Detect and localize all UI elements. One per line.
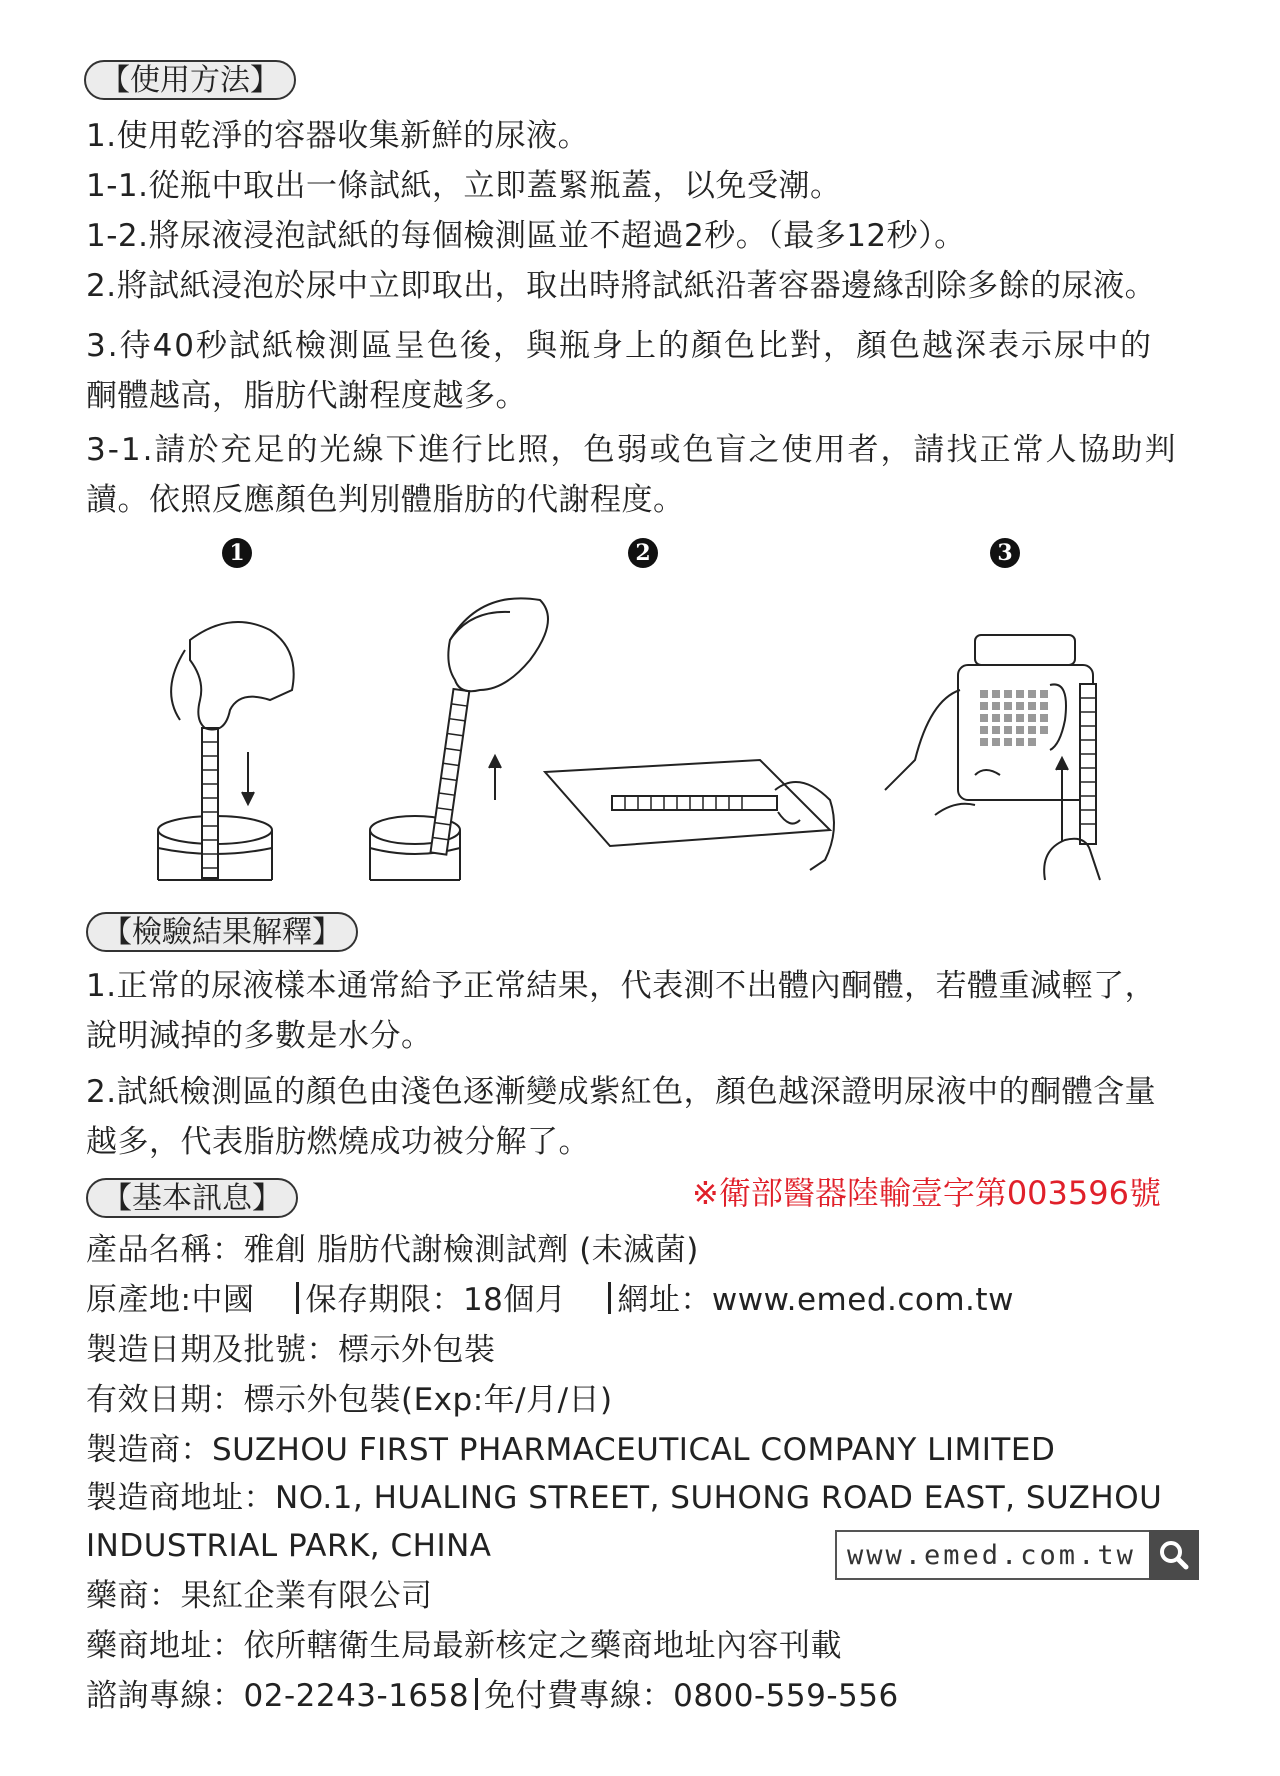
- distributor: 藥商：果紅企業有限公司: [86, 1578, 433, 1614]
- results-line-4: 越多，代表脂肪燃燒成功被分解了。: [86, 1124, 590, 1160]
- test-strip-3: [1080, 684, 1096, 844]
- toll-free: 免付費專線：0800-559-556: [484, 1678, 899, 1714]
- usage-line-7: 3-1.請於充足的光線下進行比照，色弱或色盲之使用者，請找正常人協助判: [86, 432, 1178, 468]
- origin: 原產地:中國: [86, 1282, 255, 1318]
- mfg-date: 製造日期及批號：標示外包裝: [86, 1332, 496, 1368]
- reagent-bottle: [958, 635, 1093, 800]
- results-line-2: 說明減掉的多數是水分。: [86, 1018, 433, 1054]
- manufacturer-address-1: 製造商地址：NO.1, HUALING STREET, SUHONG ROAD EAST, SUZHOU: [86, 1480, 1163, 1516]
- step-1-badge: 1: [222, 538, 252, 568]
- usage-line-3: 1-2.將尿液浸泡試紙的每個檢測區並不超過2秒。（最多12秒）。: [86, 218, 966, 254]
- results-line-3: 2.試紙檢測區的顏色由淺色逐漸變成紫紅色，顏色越深證明尿液中的酮體含量: [86, 1074, 1157, 1110]
- divider: [475, 1678, 478, 1710]
- step-3-badge: 3: [990, 538, 1020, 568]
- test-strip-1: [202, 728, 218, 878]
- hotline: 諮詢專線：02-2243-1658: [86, 1678, 470, 1714]
- license-number: ※衛部醫器陸輸壹字第003596號: [692, 1174, 1161, 1212]
- hotline-row: [86, 1676, 899, 1716]
- step-2-badge: 2: [628, 538, 658, 568]
- manufacturer-address-2: INDUSTRIAL PARK, CHINA: [86, 1528, 492, 1564]
- search-button[interactable]: [1149, 1530, 1199, 1580]
- usage-line-8: 讀。依照反應顏色判別體脂肪的代謝程度。: [86, 482, 685, 518]
- expiry-date: 有效日期：標示外包裝(Exp:年/月/日): [86, 1382, 613, 1418]
- website-search-box[interactable]: [835, 1530, 1199, 1580]
- hand-1: [190, 622, 294, 730]
- search-icon: [1149, 1530, 1199, 1580]
- hand-3: [885, 684, 1066, 815]
- down-arrow: [242, 752, 254, 804]
- results-line-1: 1.正常的尿液樣本通常給予正常結果，代表測不出體內酮體，若體重減輕了，: [86, 968, 1157, 1004]
- blotting-paper: [545, 760, 834, 870]
- usage-line-1: 1.使用乾淨的容器收集新鮮的尿液。: [86, 118, 590, 154]
- usage-line-6: 酮體越高，脂肪代謝程度越多。: [86, 378, 527, 414]
- results-heading: 【檢驗結果解釋】: [86, 912, 358, 952]
- divider: [608, 1282, 611, 1314]
- divider: [296, 1282, 299, 1314]
- up-arrow-1: [489, 756, 501, 800]
- usage-line-2: 1-1.從瓶中取出一條試紙，立即蓋緊瓶蓋，以免受潮。: [86, 168, 842, 204]
- usage-line-4: 2.將試紙浸泡於尿中立即取出，取出時將試紙沿著容器邊緣刮除多餘的尿液。: [86, 268, 1157, 304]
- test-strip-2: [431, 689, 470, 855]
- usage-heading: 【使用方法】: [84, 60, 296, 100]
- shelf-life: 保存期限：18個月: [305, 1282, 567, 1318]
- website: 網址：www.emed.com.tw: [617, 1282, 1014, 1318]
- distributor-address: 藥商地址：依所轄衛生局最新核定之藥商地址內容刊載: [86, 1628, 842, 1664]
- usage-line-5: 3.待40秒試紙檢測區呈色後，與瓶身上的顏色比對，顏色越深表示尿中的: [86, 328, 1154, 364]
- manufacturer: 製造商：SUZHOU FIRST PHARMACEUTICAL COMPANY LIMITED: [86, 1432, 1056, 1468]
- website-search-text: www.emed.com.tw: [847, 1540, 1136, 1571]
- origin-row: [86, 1280, 1014, 1320]
- basic-heading: 【基本訊息】: [86, 1178, 298, 1218]
- product-name: 產品名稱：雅創 脂肪代謝檢測試劑 (未滅菌): [86, 1232, 699, 1268]
